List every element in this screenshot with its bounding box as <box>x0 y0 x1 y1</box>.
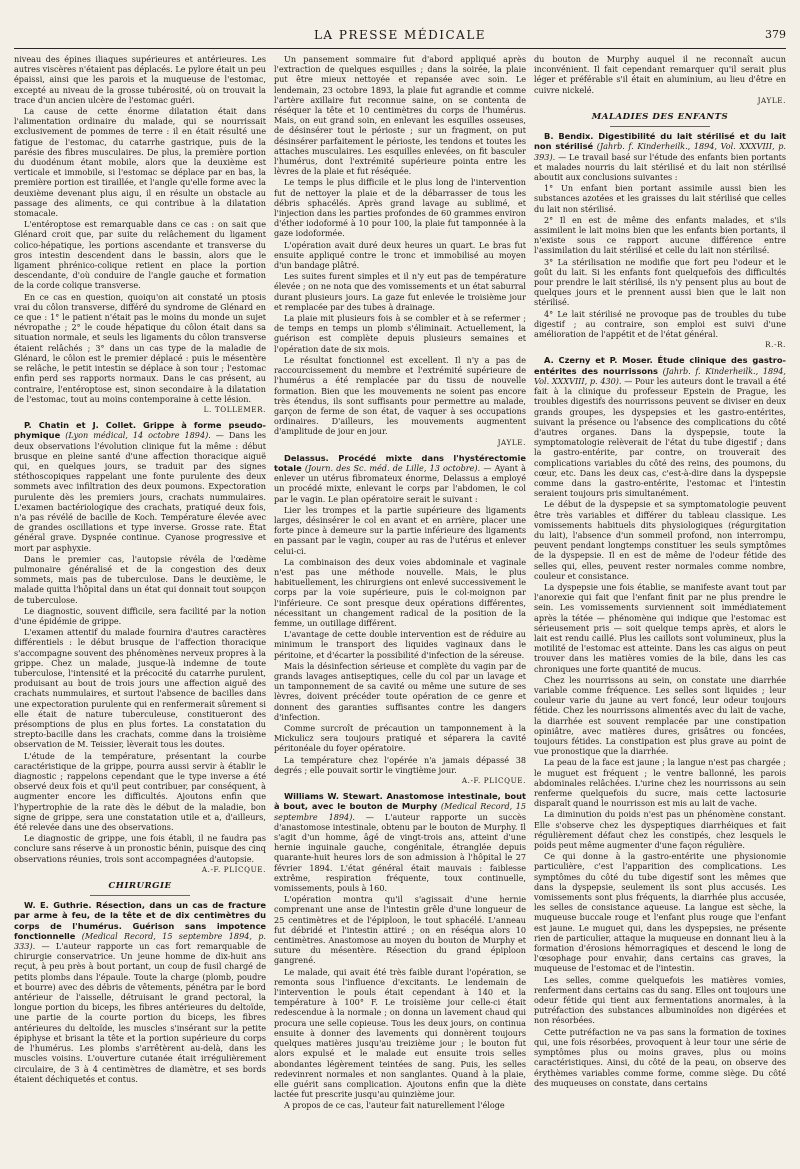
section-rule <box>610 126 711 127</box>
article-delassus <box>274 453 526 504</box>
header-rule <box>14 48 786 49</box>
article-heading: W. E. Guthrie. Résection, dans un cas de fracture par arme à feu, de la tête et de dix centimètres du corps de l'humérus. Guérison sans impotence fonctionnelle <box>14 900 266 941</box>
page-number: 379 <box>765 28 786 41</box>
article-stewart <box>274 791 526 893</box>
article-text: — Pour les auteurs dont le travail a été fait à la clinique du professeur Epstein de Prague, les troubles digestifs des nourrissons peuvent se diviser en deux grands groupes, les dyspepsies et les gastro-entérites, suivant la présence ou l'absence des complications du côté d'autres organes. Dans la dyspepsie, toute la symptomatologie relèverait de l'état du tube digestif ; dans la gastro-entérite, par contre, on trouverait des complications variables du côté des reins, des poumons, du cœur, etc. Dans les deux cas, c'est-à-dire dans la dyspepsie comme dans la gastro-entérite, l'estomac et l'intestin seraient toujours pris simultanément. <box>534 375 786 499</box>
article-chatin-collet <box>14 420 266 553</box>
paragraph: Cette putréfaction ne va pas sans la formation de toxines qui, une fois résorbées, provoquent à leur tour une série de symptômes plus ou moins graves, plus ou moins caractéristiques. Ainsi, du côté de la peau, on observe des érythèmes variables comme forme, comme siège. Du côté des muqueuses on constate, dans certains <box>534 1026 786 1088</box>
article-heading: Williams W. Stewart. Anastomose intestinale, bout à bout, avec le bouton de Murphy <box>274 791 526 812</box>
paragraph: niveau des épines iliaques supérieures et antérieures. Les autres viscères n'étaient pas déplacés. Le pylore était un peu épaissi, ainsi que les parois et la muqueuse de l'estomac, excepté au niveau de la grosse tubérosité, où on trouvait la trace d'un ancien ulcère de l'estomac guéri. <box>14 54 266 105</box>
paragraph: du bouton de Murphy auquel il ne reconnaît aucun inconvénient. Il fait cependant remarquer qu'il serait plus léger et préférable s'il était en aluminium, au lieu d'être en cuivre nickelé. <box>534 54 786 95</box>
paragraph: 1° Un enfant bien portant assimile aussi bien les substances azotées et les graisses du lait stérilisé que celles du lait non stérilisé. <box>534 183 786 214</box>
author-signature: R.-R. <box>765 340 786 350</box>
paragraph: L'examen attentif du malade fournira d'autres caractères différentiels : le début brusque de l'affection thoracique s'accompagne souvent des phénomènes nerveux propres à la grippe. Chez un malade, jusque-là indemne de toute tuberculose, l'intensité et la précocité du catarrhe purulent, produisant au bout de trois jours une affection aiguë des crachats nummulaires, et surtout l'absence de bacilles dans une expectoration purulente qui en renfermerait sûrement si elle était de nature tuberculeuse, constitueront des présomptions de plus en plus fortes. La constatation du strepto-bacille dans les crachats, comme dans la troisième observation de M. Teissier, lèverait tous les doutes. <box>14 627 266 750</box>
article-text: — L'auteur rapporte un succès d'anastomose intestinale, obtenu par le bouton de Murphy. Il s'agit d'un homme, âgé de vingt-trois ans, atteint d'une hernie inguinale gauche, congénitale, étranglée depuis quarante-huit heures lors de son admission à l'hôpital le 27 février 1894. L'état général était mauvais : faiblesse extrême, respiration fréquente, toux continuelle, vomissements, pouls à 160. <box>274 811 526 894</box>
column-3 <box>534 54 786 1161</box>
paragraph: Mais la désinfection sérieuse et complète du vagin par de grands lavages antiseptiques, celle du col par un lavage et un tamponnement de sa cavité ou même une suture de ses lèvres, doivent précéder toute opération de ce genre et donnent des garanties suffisantes contre les dangers d'infection. <box>274 660 526 722</box>
paragraph: L'étude de la température, présentant la courbe caractéristique de la grippe, pourra aussi servir à établir le diagnostic ; rappelons cependant que le type inverse a été observé deux fois et qu'il peut contribuer, par conséquent, à augmenter encore les difficultés. Ajoutons enfin que l'hypertrophie de la rate dès le début de la maladie, bon signe de grippe, sera une constatation utile et a, d'ailleurs, été relevée dans une des observations. <box>14 750 266 833</box>
paragraph: L'opération avait duré deux heures un quart. Le bras fut ensuite appliqué contre le tronc et immobilisé au moyen d'un bandage plâtré. <box>274 239 526 271</box>
author-signature: JAYLE. <box>497 437 526 447</box>
paragraph: L'entéroptose est remarquable dans ce cas : on sait que Glénard croit que, par suite du relâchement du ligament colico-hépatique, les portions ascendante et transverse du gros intestin descendent dans le bassin, alors que le ligament phrénico-colique retient en place la portion descendante, d'où conduire de l'angle gauche et formation de la corde colique transverse. <box>14 219 266 291</box>
paragraph: Le diagnostic, souvent difficile, sera facilité par la notion d'une épidémie de grippe. <box>14 605 266 626</box>
paragraph: Le résultat fonctionnel est excellent. Il n'y a pas de raccourcissement du membre et l'extrémité supérieure de l'humérus a été remplacée par du tissu de nouvelle formation. Bien que les mouvements ne soient pas encore très étendus, ils sont suffisants pour permettre au malade, garçon de ferme de son état, de vaquer à ses occupations ordinaires. D'ailleurs, les mouvements augmentent d'amplitude de jour en jour. <box>274 354 526 437</box>
paragraph: Un pansement sommaire fut d'abord appliqué après l'extraction de quelques esquilles ; dans la soirée, la plaie put être mieux nettoyée et repansée avec soin. Le lendemain, 23 octobre 1893, la plaie fut agrandie et comme l'artère axillaire fut reconnue saine, on se contenta de réséquer la tête et 10 centimètres du corps de l'humérus. Mais, on eut grand soin, en enlevant les esquilles osseuses, de désinsérer tout le périoste ; sur un fragment, on put désinsérer parfaitement le périoste, les tendons et toutes les attaches musculaires. Les esquilles enlevées, on fit basculer l'humérus, dont l'extrémité supérieure pointa entre les lèvres de la plaie et fut réséquée. <box>274 54 526 177</box>
paragraph: Chez les nourrissons au sein, on constate une diarrhée variable comme fréquence. Les selles sont liquides ; leur couleur varie du jaune au vert foncé, leur odeur toujours fétide. Chez les nourrissons alimentés avec du lait de vache, la diarrhée est souvent remplacée par une constipation opiniâtre, avec matières dures, grisâtres ou foncées, toujours fétides. La constipation est plus grave au point de vue pronostique que la diarrhée. <box>534 674 786 757</box>
article-bendix <box>534 131 786 182</box>
section-heading-chirurgie: CHIRURGIE <box>108 881 172 892</box>
paragraph: La diminution du poids n'est pas un phénomène constant. Elle s'observe chez les dyspeptiques diarrhéiques et fait régulièrement défaut chez les constipés, chez lesquels le poids peut même augmenter d'une façon régulière. <box>534 809 786 851</box>
paragraph: A propos de ce cas, l'auteur fait naturellement l'éloge <box>284 1100 505 1111</box>
article-text: — Ayant à enlever un utérus fibromateux énorme, Delassus a employé un procédé mixte, enlevant le corps par l'abdomen, le col par le vagin. Le plan opératoire serait le suivant : <box>274 462 526 504</box>
article-text: — Le travail basé sur l'étude des enfants bien portants et malades nourris du lait stérilisé et du lait non stérilisé aboutit aux conclusions suivantes : <box>534 151 786 183</box>
section-rule <box>90 895 191 896</box>
paragraph: L'avantage de cette double intervention est de réduire au minimum le transport des liquides vaginaux dans le péritoine, et d'écarter la possibilité d'infection de la séreuse. <box>274 629 526 660</box>
article-text: — L'auteur rapporte un cas fort remarquable de chirurgie conservatrice. Un jeune homme de dix-huit ans reçut, à peu près à bout portant, un coup de fusil chargé de petits plombs dans l'épaule. Toute la charge (plomb, poudre et bourre) avec des débris de vêtements, pénétra par le bord antérieur de l'aisselle, détruisant le grand pectoral, la longue portion du biceps, les fibres antérieures du deltoïde, une partie de la courte portion du biceps, les fibres antérieures du deltoïde, les muscles s'insérant sur la petite épiphyse et brisant la tête et la portion supérieure du corps de l'humérus. Les plombs s'arrêtèrent au-delà, dans les muscles voisins. L'ouverture cutanée était irrégulièrement circulaire, de 3 à 4 centimètres de diamètre, et ses bords étaient déchiquetés et contus. <box>14 941 266 1084</box>
author-signature: JAYLE. <box>757 95 786 105</box>
paragraph: La cause de cette énorme dilatation était dans l'alimentation ordinaire du malade, qui se nourrissait exclusivement de pommes de terre : il en était résulté une fatigue de l'estomac, du catarrhe gastrique, puis de la parésie des fibres musculaires. De plus, la première portion du duodénum étant mobile, alors que la deuxième est verticale et immobile, si l'estomac se déplace par en bas, la première portion est tiraillée, et l'angle qu'elle forme avec la deuxième devenant plus aigu, il en résulte un obstacle au passage des aliments, ce qui contribue à la dilatation stomacale. <box>14 106 266 219</box>
paragraph: La température chez l'opérée n'a jamais dépassé 38 degrés ; elle pouvait sortir le vingtième jour. <box>274 754 526 775</box>
section-heading-maladies-enfants: MALADIES DES ENFANTS <box>591 112 729 123</box>
paragraph: Dans le premier cas, l'autopsie révéla de l'œdème pulmonaire généralisé et de la congestion des deux sommets, mais pas de tuberculose. Dans le deuxième, le malade quitta l'hôpital dans un état qui donnait tout soupçon de tuberculose. <box>14 553 266 605</box>
article-heading: A. Czerny et P. Moser. Étude clinique des gastro-entérites des nourrissons <box>534 355 786 376</box>
article-heading: Delassus. Procédé mixte dans l'hystérectomie totale <box>274 452 526 473</box>
column-2 <box>274 54 526 1161</box>
paragraph: Lier les trompes et la partie supérieure des ligaments larges, désinsérer le col en avant et en arrière, placer une forte pince à demeure sur la partie inférieure des ligaments en passant par le vagin, couper au ras de l'utérus et enlever celui-ci. <box>274 504 526 556</box>
article-reference: (Lyon médical, 14 octobre 1894). <box>65 430 211 441</box>
paragraph: Le temps le plus difficile et le plus long de l'intervention fut de nettoyer la plaie et de la débarrasser de tous les débris sphacélés. Après grand lavage au sublimé, et l'injection dans les parties profondes de 60 grammes environ d'éther iodoformé à 10 pour 100, la plaie fut tamponnée à la gaze iodoformée. <box>274 177 526 239</box>
paragraph: La dyspepsie une fois établie, se manifeste avant tout par l'anorexie qui fait que l'enfant finit par ne plus prendre le sein. Les vomissements surviennent soit immédiatement après la tétée — phénomène qui indique que l'estomac est sérieusement pris — soit quelque temps après, et alors le lait est rendu caillé. Plus les caillots sont volumineux, plus la motilité de l'estomac est atteinte. Dans les cas aigus on peut trouver dans les matières vomies de la bile, dans les cas chroniques une forte quantité de mucus. <box>534 581 786 674</box>
article-heading: P. Chatin et J. Collet. Grippe à forme pseudo-phymique <box>14 420 266 441</box>
paragraph: Ce qui donne à la gastro-entérite une physionomie particulière, c'est l'apparition des complications. Les symptômes du côté du tube digestif sont les mêmes que dans la dyspepsie, seulement ils sont plus accusés. Les vomissements sont plus fréquents, la diarrhée plus accusée, les selles de consistance aqueuse. La langue est sèche, la muqueuse buccale rouge et l'enfant plus rouge que l'enfant est jaune. Le muguet qui, dans les dyspepsies, ne présente rien de particulier, attaque la muqueuse en donnant lieu à la formation d'érosions hémorragiques et descend le long de l'œsophage pour envahir, dans certains cas graves, la muqueuse de l'estomac et de l'intestin. <box>534 851 786 974</box>
article-czerny-moser <box>534 355 786 498</box>
paragraph: 3° La stérilisation ne modifie que fort peu l'odeur et le goût du lait. Si les enfants font quelquefois des difficultés pour prendre le lait stérilisé, ils n'y pensent plus au bout de quelques jours et le prennent aussi bien que le lait non stérilisé. <box>534 256 786 308</box>
paragraph: Comme surcroît de précaution un tamponnement à la Mickulicz sera toujours pratiqué et séparera la cavité péritonéale du foyer opératoire. <box>274 723 526 754</box>
author-signature: L. TOLLEMER. <box>203 404 266 414</box>
article-reference: (Medical Record, 15 septembre 1894). <box>274 801 526 822</box>
paragraph: L'opération montra qu'il s'agissait d'une hernie comprenant une anse de l'intestin grêle d'une longueur de 25 centimètres et de l'épiploon, le tout sphacélé. L'anneau fut débridé et l'intestin attiré ; on en réséqua alors 10 centimètres. Anastomose au moyen du bouton de Murphy et suture du mésentère. Résection du grand épiploon gangrené. <box>274 894 526 966</box>
paragraph: Les selles, comme quelquefois les matières vomies, renferment dans certains cas du sang. Elles ont toujours une odeur fétide qui tient aux fermentations anormales, à la putréfaction des substances albuminoïdes non digérées et non résorbées. <box>534 974 786 1026</box>
paragraph: La peau de la face est jaune ; la langue n'est pas chargée ; le muguet est fréquent ; le ventre ballonné, les parois abdominales relâchées. L'urine chez les nourrissons au sein renferme quelquefois du sucre, mais cette lactosurie disparaît quand le nourrisson est mis au lait de vache. <box>534 757 786 809</box>
paragraph: La combinaison des deux voies abdominale et vaginale n'est pas une méthode nouvelle. Mais, le plus habituellement, les chirurgiens ont enlevé successivement le corps par la voie supérieure, puis le col-moignon par l'inférieure. Ce sont presque deux opérations différentes, nécessitant un changement radical de la position de la femme, un outillage différent. <box>274 556 526 628</box>
paragraph: Le malade, qui avait été très faible durant l'opération, se remonta sous l'influence d'excitants. Le lendemain de l'intervention le pouls était cependant à 140 et la température à 100° F. Le troisième jour celle-ci était redescendue à la normale ; on donna un lavement chaud qui procura une selle copieuse. Tous les deux jours, on continua ensuite à donner des lavements qui donnèrent toujours quelques matières jusqu'au treizième jour ; le bouton fut alors expulsé et le malade eut ensuite trois selles abondantes légèrement teintées de sang. Puis, les selles redevinrent normales et non sanglantes. Quand à la plaie, elle guérit sans complication. Ajoutons enfin que la diète lactée fut prescrite jusqu'au quinzième jour. <box>274 966 526 1100</box>
author-signature: A.-F. PLICQUE. <box>201 864 266 874</box>
paragraph: 4° Le lait stérilisé ne provoque pas de troubles du tube digestif ; au contraire, son emploi est suivi d'une amélioration de l'appétit et de l'état général. <box>534 308 786 340</box>
paragraph: Les suites furent simples et il n'y eut pas de température élevée ; on ne nota que des vomissements et un état saburral durant plusieurs jours. La gaze fut enlevée le troisième jour et remplacée par des tubes à drainage. <box>274 271 526 312</box>
article-reference: (Journ. des Sc. méd. de Lille, 13 octobre). <box>304 462 481 473</box>
article-reference: (Jahrb. f. Kinderheilk., 1894, Vol. XXXVIII, p. 393). <box>534 141 786 162</box>
article-reference: (Jahrb. f. Kinderheilk., 1894, Vol. XXXVIII, p. 430). <box>534 365 786 386</box>
columns <box>14 54 786 1161</box>
paragraph: La plaie mit plusieurs fois à se combler et à se refermer ; de temps en temps un plomb s'éliminait. Actuellement, la guérison est complète depuis plusieurs semaines et l'opération date de six mois. <box>274 313 526 354</box>
paragraph: Le début de la dyspepsie et sa symptomatologie peuvent être très variables et différer du tableau classique. Les vomissements habituels dits physiologiques (régurgitation du lait), l'absence d'un sommeil profond, non interrompu, peuvent pendant longtemps constituer les seuls symptômes de la dyspepsie. Il en est de même de l'odeur fétide des selles qui, elles, peuvent rester normales comme nombre, couleur et consistance. <box>534 499 786 581</box>
article-guthrie <box>14 900 266 1084</box>
article-reference: (Medical Record, 15 septembre 1894, p. 333). <box>14 930 266 952</box>
paragraph: 2° Il en est de même des enfants malades, et s'ils assimilent le lait moins bien que les enfants bien portants, il n'existe sous ce rapport aucune différence entre l'assimilation du lait stérilisé et celle du lait non stérilisé. <box>534 214 786 256</box>
article-heading: B. Bendix. Digestibilité du lait stérilisé et du lait non stérilisé <box>534 131 786 152</box>
paragraph: Le diagnostic de grippe, une fois établi, il ne faudra pas conclure sans réserve à un pronostic bénin, puisque des cinq observations réunies, trois sont accompagnées d'autopsie. <box>14 833 266 864</box>
paragraph: En ce cas en question, quoiqu'on ait constaté un ptosis vrai du côlon transverse, différé du syndrome de Glénard en ce que : 1° le patient n'était pas le moins du monde un sujet névropathe ; 2° le coude hépatique du côlon était dans sa situation normale, et seuls les ligaments du côlon transverse étaient relâchés ; 3° dans un cas type de la maladie de Glénard, le côlon est le premier déplacé : puis le mésentère se relâche, le petit intestin se déplace à son tour ; l'estomac enfin perd ses rapports normaux. Dans le cas présent, au contraire, l'entéroptose est, sinon secondaire à la dilatation de l'estomac, tout au moins contemporaine à cette lésion. <box>14 291 266 404</box>
journal-title: LA PRESSE MÉDICALE <box>313 28 487 42</box>
column-1 <box>14 54 266 1161</box>
masthead <box>14 28 786 42</box>
article-text: — Dans les deux observations l'évolution clinique fut la même : début brusque en pleine santé d'une affection thoracique aiguë qui, en quelques jours, se traduit par des signes stéthoscopiques rappelant une fonte purulente des deux sommets avec infiltration des deux poumons. Expectoration purulente dès les premiers jours, crachats nummulaires. L'examen bactériologique des crachats, pratiqué deux fois, n'a pas révélé de bacille de Koch. Température élevée avec de grandes oscillations et type inverse. Grosse rate. État général grave. Dyspnée continue. Cyanose progressive et mort par asphyxie. <box>14 430 266 553</box>
author-signature: A.-F. PLICQUE. <box>461 776 526 786</box>
